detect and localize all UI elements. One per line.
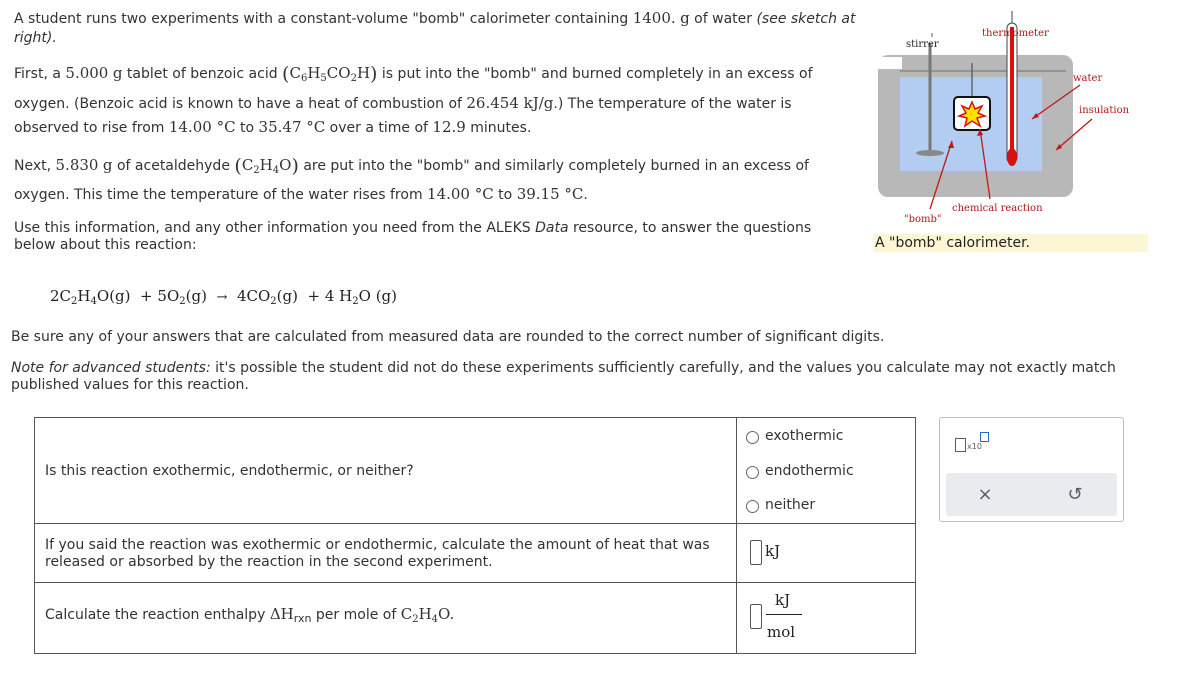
first-experiment-line-1 [14, 63, 813, 85]
data-resource-link[interactable]: Data [535, 220, 569, 236]
answer-tools-panel [939, 417, 1124, 522]
second-experiment-line-1 [14, 155, 809, 177]
table-column-divider [736, 418, 737, 653]
intro-text: Use this information, and any other information you need from the ALEKS [14, 220, 536, 236]
intro-text: of acetaldehyde [112, 158, 235, 174]
sigfigs-note: Be sure any of your answers that are calculated from measured data are rounded to the correct number of significant digits. [11, 329, 885, 345]
figure-caption: A "bomb" calorimeter. [873, 234, 1148, 252]
intro-text: tablet of benzoic acid [122, 66, 283, 82]
chemical-reaction-label: chemical reaction [952, 203, 1043, 214]
temp-end-2: 39.15 °C [516, 185, 584, 203]
acetaldehyde-mass: 5.830 [55, 156, 99, 174]
unit-g: g [680, 9, 690, 27]
thermometer-mercury [1010, 27, 1014, 157]
thermometer-bulb [1007, 148, 1017, 166]
rxn-subscript: rxn [293, 612, 312, 625]
use-info-line-1 [14, 220, 811, 236]
radio-neither[interactable] [746, 500, 759, 513]
water-mass: 1400. [632, 9, 676, 27]
intro-text: of water [689, 11, 757, 27]
water-label: water [1073, 73, 1103, 84]
heat-unit: kJ [765, 542, 781, 560]
question-heat-line: If you said the reaction was exothermic or endothermic, calculate the amount of heat that was [45, 537, 710, 553]
second-experiment-line-2 [14, 185, 588, 203]
phase: (g) [375, 287, 398, 305]
temp-start-1: 14.00 °C [168, 118, 236, 136]
intro-text: oxygen. (Benzoic acid is known to have a heat of combustion of [14, 96, 467, 112]
heat-answer-input[interactable] [750, 540, 762, 565]
temp-end-1: 35.47 °C [258, 118, 326, 136]
intro-text: over a time of [325, 120, 433, 136]
intro-text: . [583, 187, 588, 203]
stirrer-blade [916, 150, 944, 156]
use-info-line-2: below about this reaction: [14, 237, 197, 253]
coefficient: + 5 [140, 287, 167, 305]
acetaldehyde-formula-q3: $C_2H_4O$. [400, 605, 455, 625]
unit-kj: kJ [775, 591, 791, 609]
intro-text: to [493, 187, 517, 203]
intro-text: are put into the "bomb" and similarly completely burned in an excess of [298, 158, 809, 174]
phase: (g) [109, 287, 131, 305]
radio-endothermic[interactable] [746, 466, 759, 479]
intro-text: is put into the "bomb" and burned completely in an excess of [377, 66, 813, 82]
coefficient: 4 [236, 287, 247, 305]
heat-of-combustion: 26.454 kJ/g [466, 94, 554, 112]
intro-text: observed to rise from [14, 120, 169, 136]
question-heat-line: released or absorbed by the reaction in the second experiment. [45, 554, 493, 570]
benzoic-mass: 5.000 [65, 64, 109, 82]
question-table [34, 417, 916, 654]
undo-button[interactable]: ↺ [1067, 484, 1083, 505]
coefficient: + 4 [307, 287, 335, 305]
coefficient: 2 [50, 287, 60, 305]
intro-line-1 [14, 9, 855, 27]
scientific-notation-button[interactable] [955, 432, 995, 454]
intro-text: Next, [14, 158, 56, 174]
intro-text: minutes. [465, 120, 532, 136]
radio-exothermic[interactable] [746, 431, 759, 444]
reaction-arrow: → [216, 290, 228, 305]
benzoic-formula: $(C_6H_5CO_2H)$ [282, 63, 378, 85]
advanced-note-line-1 [11, 360, 1116, 376]
question-exothermic: Is this reaction exothermic, endothermic, or neither? [45, 463, 414, 479]
question-enthalpy-text: per mole of [311, 607, 401, 623]
base-box [955, 438, 966, 452]
delta-h: ΔH [269, 605, 294, 623]
intro-text: resource, to answer the questions [568, 220, 812, 236]
question-enthalpy-text: Calculate the reaction enthalpy [45, 607, 270, 623]
unit-g: g [102, 156, 113, 174]
table-row-divider [35, 582, 915, 583]
temp-start-2: 14.00 °C [427, 185, 494, 203]
intro-text: A student runs two experiments with a constant-volume "bomb" calorimeter containing [14, 11, 633, 27]
advanced-note-line-2: published values for this reaction. [11, 377, 249, 393]
exponent-box [980, 432, 989, 442]
intro-line-1b: right). [14, 30, 57, 46]
insulation-label: insulation [1079, 105, 1130, 116]
radio-label[interactable]: exothermic [765, 428, 844, 444]
enthalpy-answer-input[interactable] [750, 604, 762, 629]
first-experiment-line-2 [14, 94, 792, 112]
insulation-top-left [878, 57, 902, 69]
acetaldehyde-formula: $(C_2H_4O)$ [234, 155, 299, 177]
bomb-label: "bomb" [904, 214, 942, 225]
sci-notation-label: x10 [967, 442, 982, 451]
phase: (g) [276, 287, 298, 305]
note-text: it's possible the student did not do these experiments sufficiently carefully, and the values you calculate may not exactly match [210, 360, 1116, 376]
note-label: Note for advanced students: [11, 360, 211, 376]
reaction-equation: $2C_2H_4O(g) + 5O_2(g) \to 4CO_2(g) + 4$ $H_2O$ (g) [50, 287, 398, 307]
tools-action-bar [946, 473, 1117, 516]
thermometer-label: thermometer [982, 28, 1049, 39]
table-row-divider [35, 523, 915, 524]
time-minutes: 12.9 [432, 118, 466, 136]
stirrer-label: stirrer [906, 39, 939, 50]
unit-fraction-bar [766, 614, 802, 615]
unit-g: g [112, 64, 123, 82]
intro-text: to [235, 120, 259, 136]
intro-text: First, a [14, 66, 66, 82]
intro-text: .) The temperature of the water is [553, 96, 792, 112]
question-enthalpy [45, 606, 454, 624]
intro-text: oxygen. This time the temperature of the water rises from [14, 187, 428, 203]
see-sketch: (see sketch at [756, 11, 856, 27]
clear-button[interactable]: × [977, 484, 993, 505]
radio-label[interactable]: neither [765, 497, 816, 513]
question-heat [45, 537, 710, 571]
first-experiment-line-3 [14, 118, 531, 136]
radio-label[interactable]: endothermic [765, 463, 854, 479]
phase: (g) [185, 287, 207, 305]
unit-mol: mol [767, 623, 796, 641]
